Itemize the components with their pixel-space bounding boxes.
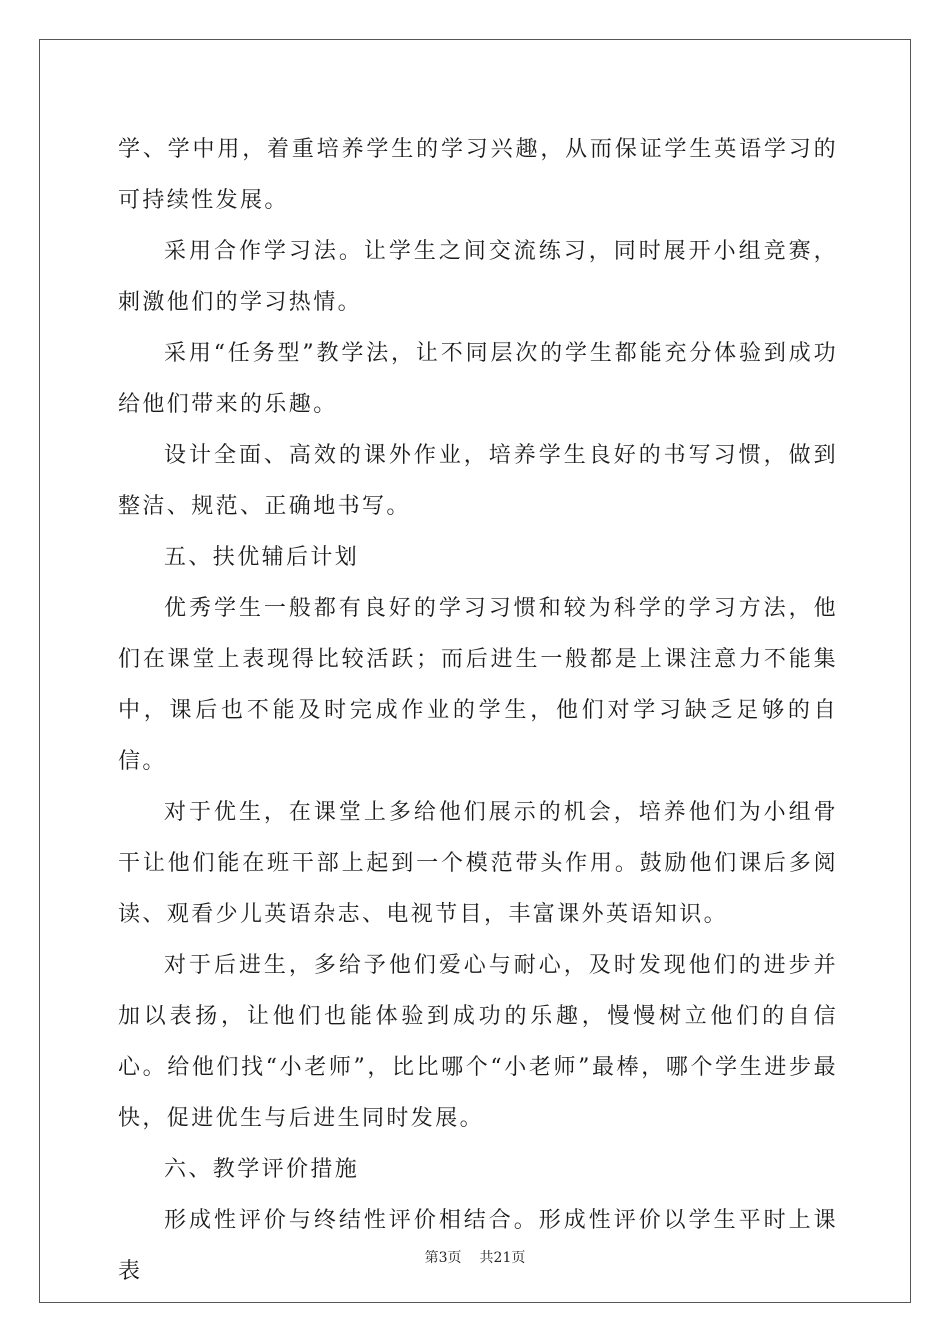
paragraph-7: 对于优生，在课堂上多给他们展示的机会，培养他们为小组骨干让他们能在班干部上起到一个模范带头作用。鼓励他们课后多阅读、观看少儿英语杂志、电视节目，丰富课外英语知识。 <box>118 800 838 927</box>
paragraph-4: 设计全面、高效的课外作业，培养学生良好的书写习惯，做到整洁、规范、正确地书写。 <box>118 443 838 519</box>
document-body <box>118 124 838 1297</box>
paragraph-1: 学、学中用，着重培养学生的学习兴趣，从而保证学生英语学习的可持续性发展。 <box>118 137 838 213</box>
page-number: 第3页 <box>424 1250 462 1266</box>
paragraph-2: 采用合作学习法。让学生之间交流练习，同时展开小组竞赛，刺激他们的学习热情。 <box>118 239 838 315</box>
paragraph-6: 优秀学生一般都有良好的学习习惯和较为科学的学习方法，他们在课堂上表现得比较活跃；而后进生一般都是上课注意力不能集中，课后也不能及时完成作业的学生，他们对学习缺乏足够的自信。 <box>118 596 838 774</box>
page-footer <box>0 1247 950 1267</box>
paragraph-8: 对于后进生，多给予他们爱心与耐心，及时发现他们的进步并加以表扬，让他们也能体验到成功的乐趣，慢慢树立他们的自信心。给他们找“小老师”，比比哪个“小老师”最棒，哪个学生进步最快，促进优生与后进生同时发展。 <box>118 953 838 1131</box>
section-heading-6: 六、教学评价措施 <box>164 1157 360 1182</box>
paragraph-3: 采用“任务型”教学法，让不同层次的学生都能充分体验到成功给他们带来的乐趣。 <box>118 341 838 417</box>
section-heading-5: 五、扶优辅后计划 <box>164 545 360 570</box>
total-pages: 共21页 <box>479 1250 526 1266</box>
paragraph-10: 形成性评价与终结性评价相结合。形成性评价以学生平时上课表 <box>118 1208 838 1284</box>
